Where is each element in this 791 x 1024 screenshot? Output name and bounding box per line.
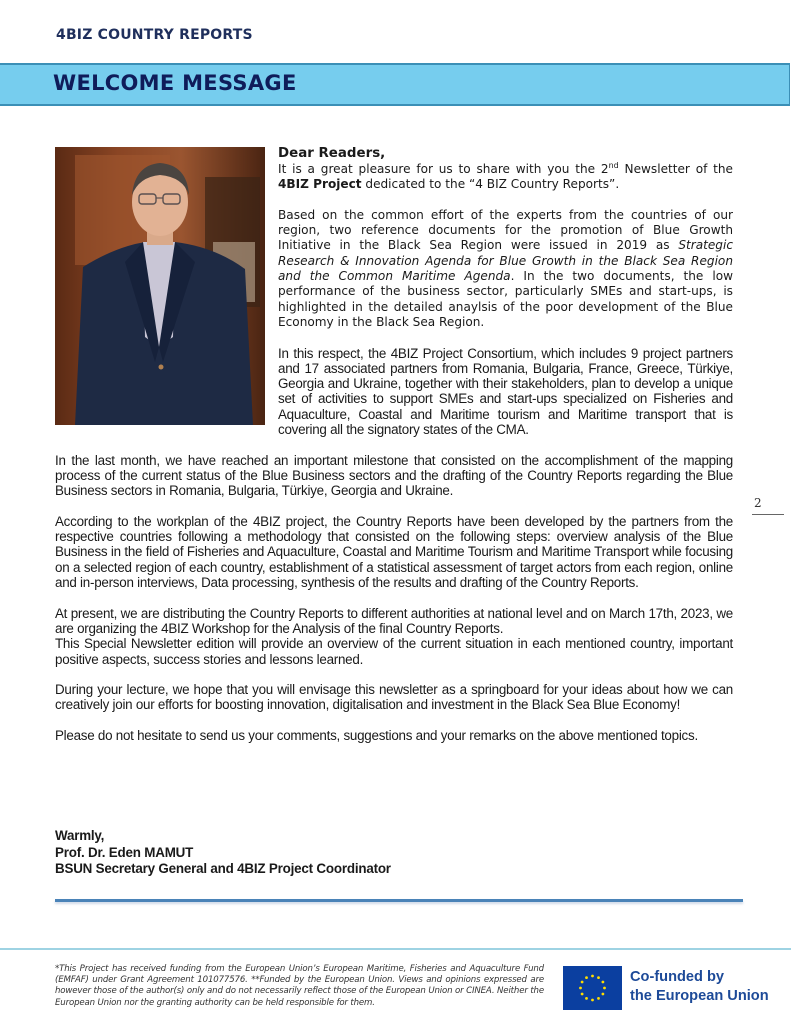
- newsletter-overview-paragraph: This Special Newsletter edition will provide an overview of the current situation in each mentioned country, important positive aspects, success stories and lessons learned.: [55, 636, 733, 667]
- workplan-paragraph: According to the workplan of the 4BIZ project, the Country Reports have been developed by the partners from the respective countries following a methodology that consisted on the following steps: overview analysis of the Blue Business in the field of Fisheries and Aquaculture, Coastal and Maritime Tourism and Maritime Transport while focusing on a selected region of each country, establishment of a statistical assessment of target actors from each region, online and in-person interviews, Data processing, synthesis of the results and drafting of the Country Reports.: [55, 513, 733, 591]
- signature-role: BSUN Secretary General and 4BIZ Project Coordinator: [55, 861, 391, 876]
- eu-label-line-2: the European Union: [630, 988, 769, 1004]
- eu-stars-icon: [563, 966, 622, 1010]
- page-number-underline: [752, 514, 784, 515]
- present-paragraph: At present, we are distributing the Country Reports to different authorities at national level and on March 17th, 2023, we are organizing the 4BIZ Workshop for the Analysis of the final Country Reports.: [55, 605, 733, 636]
- document-titles: Strategic Research & Innovation Agenda for Blue Growth in the Black Sea Region and the Common Maritime Agenda: [278, 238, 733, 284]
- intro-text: dedicated to the “4 BIZ Country Reports”.: [361, 177, 620, 192]
- signature-block: [55, 828, 391, 878]
- banner-title: WELCOME MESSAGE: [53, 71, 297, 95]
- page-number: 2: [754, 496, 762, 510]
- funding-disclaimer: *This Project has received funding from the European Union’s European Maritime, Fisheries and Aquaculture Fund (EMFAF) under Grant Agreement 101077576. **Funded by the European Union. Views and opinions expressed are however those of the author(s) only and do not necessarily reflect those of the European Union or CINEA. Neither the European Union nor the granting authority can be held responsible for them.: [55, 964, 544, 1008]
- footer-divider: [0, 948, 791, 950]
- project-name: 4BIZ Project: [278, 177, 362, 192]
- paragraph-text: Based on the common effort of the experts from the countries of our region, two reference documents for the promotion of Blue Growth Initiative in the Black Sea Region were issued in 2019 as: [278, 207, 733, 253]
- signature-divider: [55, 899, 743, 902]
- eu-flag-icon: [563, 966, 622, 1010]
- ordinal-superscript: nd: [608, 160, 619, 170]
- milestone-paragraph: In the last month, we have reached an important milestone that consisted on the accomplishment of the mapping process of the current status of the Blue Business sectors and the drafting of the Country Reports regarding the Blue Business sectors in Romania, Bulgaria, Türkiye, Georgia and Ukraine.: [55, 452, 733, 499]
- photo-spacer: [55, 145, 265, 428]
- intro-text: Newsletter of the: [618, 162, 733, 176]
- consortium-paragraph: In this respect, the 4BIZ Project Consortium, which includes 9 project partners and 17 associated partners from Romania, Bulgaria, France, Greece, Türkiye, Georgia and Ukraine, together with their stakeholders, plan to develop a unique set of activities to support SMEs and start-ups specialized on Fisheries and Aquaculture, Coastal and Maritime tourism and Maritime transport that is covering all the signatory states of the CMA.: [278, 345, 733, 438]
- greeting: Dear Readers,: [278, 146, 386, 161]
- feedback-paragraph: Please do not hesitate to send us your comments, suggestions and your remarks on the above mentioned topics.: [55, 727, 698, 743]
- lecture-paragraph: During your lecture, we hope that you will envisage this newsletter as a springboard for your ideas about how we can creatively join our efforts for boosting innovation, digitalisation and investment in the Black Sea Blue Economy!: [55, 682, 733, 713]
- intro-text: It is a great pleasure for us to share with you the 2: [278, 162, 609, 176]
- signature-closing: Warmly,: [55, 828, 105, 843]
- paragraph-text: . In the two documents, the low performance of the business sector, particularly SMEs and start-ups, is highlighted in the detailed anaylsis of the poor development of the Blue Economy in the Black Sea Region.: [278, 269, 733, 329]
- eu-label-line-1: Co-funded by: [630, 969, 725, 985]
- section-banner: [0, 63, 790, 106]
- eu-cofunded-label: [630, 968, 769, 1006]
- letter-body: [55, 145, 733, 759]
- signature-name: Prof. Dr. Eden MAMUT: [55, 844, 194, 860]
- running-header: 4BIZ COUNTRY REPORTS: [56, 27, 253, 43]
